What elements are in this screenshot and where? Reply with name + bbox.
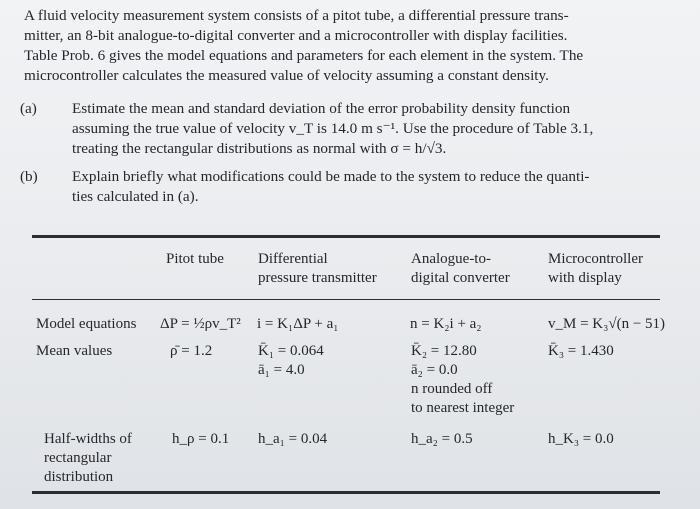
col-header-pitot: Pitot tube (166, 251, 224, 267)
mean-transmitter: K̄₁ = 0.064 (258, 343, 324, 359)
intro-line: A fluid velocity measurement system consists of a pitot tube, a differential pressure trans- (24, 7, 569, 24)
problem-intro (24, 6, 674, 86)
part-b-label: (b) (20, 168, 38, 185)
part-a-line: treating the rectangular distributions as normal with σ = h/√3. (72, 140, 447, 157)
col-header-transmitter: Differential (258, 251, 328, 267)
part-a-line: Estimate the mean and standard deviation of the error probability density function (72, 100, 571, 117)
part-a (20, 99, 670, 159)
col-header-transmitter: pressure transmitter (258, 270, 377, 286)
part-a-label: (a) (20, 100, 37, 117)
row-label-mean: Mean values (36, 343, 113, 359)
col-header-micro: with display (548, 270, 622, 286)
equation-micro: v_M = K₃√(n − 51) (548, 316, 666, 332)
half-width-transmitter: h_a₁ = 0.04 (258, 431, 328, 447)
mean-adc: ā₂ = 0.0 (411, 362, 458, 378)
mean-pitot: ρ̄ = 1.2 (170, 343, 213, 359)
part-b (20, 167, 670, 207)
col-header-adc: digital converter (411, 270, 510, 286)
col-header-adc: Analogue-to- (411, 251, 491, 267)
equation-adc: n = K₂i + a₂ (410, 316, 482, 332)
mean-adc-note: to nearest integer (411, 400, 515, 416)
table-bottom-rule (32, 491, 660, 494)
equation-pitot: ΔP = ½ρv_T² (160, 316, 241, 332)
part-b-line: ties calculated in (a). (72, 188, 199, 205)
half-width-adc: h_a₂ = 0.5 (411, 431, 473, 447)
col-header-micro: Microcontroller (548, 251, 643, 267)
intro-line: Table Prob. 6 gives the model equations and parameters for each element in the system. The (24, 47, 584, 64)
part-a-line: assuming the true value of velocity v_T is 14.0 m s⁻¹. Use the procedure of Table 3.1, (72, 120, 594, 137)
mean-adc-note: n rounded off (411, 381, 493, 397)
half-width-pitot: h_ρ = 0.1 (172, 431, 230, 447)
row-label-half: Half-widths of (44, 431, 132, 447)
mean-adc: K̄₂ = 12.80 (411, 343, 477, 359)
intro-line: microcontroller calculates the measured value of velocity assuming a constant density. (24, 67, 549, 84)
mean-transmitter: ā₁ = 4.0 (258, 362, 305, 378)
part-b-line: Explain briefly what modifications could be made to the system to reduce the quanti- (72, 168, 590, 185)
equation-transmitter: i = K₁ΔP + a₁ (257, 316, 339, 332)
table-header-rule (32, 299, 660, 300)
intro-line: mitter, an 8-bit analogue-to-digital converter and a microcontroller with display facilities. (24, 27, 568, 44)
row-label-half: rectangular (44, 450, 112, 466)
row-label-half: distribution (44, 469, 114, 485)
table-top-rule (32, 235, 660, 238)
row-label-model: Model equations (36, 316, 137, 332)
half-width-micro: h_K₃ = 0.0 (548, 431, 614, 447)
mean-micro: K̄₃ = 1.430 (548, 343, 614, 359)
